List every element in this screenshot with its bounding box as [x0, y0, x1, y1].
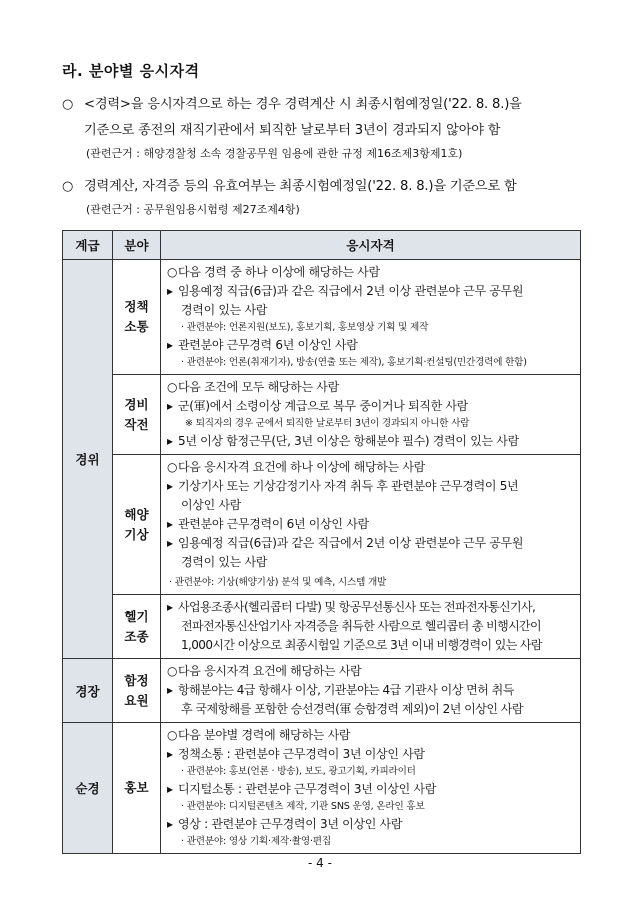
table-row [63, 723, 581, 854]
line-text: 다음 응시자격 요건에 하나 이상에 해당하는 사람 [178, 460, 425, 474]
field-cell [113, 375, 161, 455]
condition-line [167, 745, 576, 764]
table-row [63, 260, 581, 375]
header-rank: 계급 [63, 231, 113, 260]
field-label-line: 작전 [124, 416, 149, 432]
line-text: 다음 경력 중 하나 이상에 해당하는 사람 [178, 265, 380, 279]
condition-line: 경력이 있는 사람 [181, 555, 268, 569]
line-text: 기상기사 또는 기상감정기사 자격 취득 후 관련분야 근무경력이 5년 [178, 479, 519, 493]
qualification-cell [161, 375, 581, 455]
condition-line [167, 263, 576, 282]
circle-bullet-icon: ○ [167, 728, 178, 742]
related-field-note: · 관련분야: 기상(해양기상) 분석 및 예측, 시스템 개발 [169, 577, 387, 588]
table-row [63, 455, 581, 595]
table-header-row [63, 231, 581, 260]
field-cell [113, 455, 161, 595]
footnote-line: ※ 퇴직자의 경우 군에서 퇴직한 날로부터 3년이 경과되지 아니한 사람 [185, 418, 470, 429]
condition-line: 이상인 사람 [181, 498, 241, 512]
circle-bullet-icon: ○ [167, 664, 178, 678]
paragraph-line: 기준으로 종전의 재직기관에서 퇴직한 날로부터 3년이 경과되지 않아야 함 [84, 123, 501, 138]
field-cell [113, 723, 161, 854]
condition-line: 전파전자통신산업기사 자격증을 취득한 사람으로 헬리콥터 총 비행시간이 [181, 619, 542, 633]
triangle-bullet-icon: ▸ [167, 600, 173, 614]
triangle-bullet-icon: ▸ [167, 817, 173, 831]
field-label-line: 홍보 [124, 780, 149, 795]
legal-basis-note: (관련근거 : 해양경찰청 소속 경찰공무원 임용에 관한 규정 제16조제3항제1호) [86, 147, 463, 160]
field-cell [113, 659, 161, 723]
circle-bullet-icon: ○ [167, 265, 178, 279]
field-label-line: 요원 [124, 692, 149, 708]
line-text: 사업용조종사(헬리콥터 다발) 및 항공무선통신사 또는 전파전자통신기사, [178, 600, 536, 614]
rank-cell: 순경 [63, 723, 113, 854]
qualification-cell [161, 595, 581, 659]
section-title: 라. 분야별 응시자격 [62, 62, 200, 80]
legal-basis-note: (관련근거 : 공무원임용시험령 제27조제4항) [86, 203, 300, 216]
qualification-cell [161, 455, 581, 595]
line-text: 항해분야는 4급 항해사 이상, 기관분야는 4급 기관사 이상 면허 취득 [178, 683, 514, 697]
circle-bullet-icon: ○ [62, 97, 74, 112]
condition-line [167, 397, 576, 416]
triangle-bullet-icon: ▸ [167, 399, 173, 413]
condition-line [167, 378, 576, 397]
field-label-line: 헬기 [124, 608, 149, 624]
condition-line [167, 681, 576, 700]
triangle-bullet-icon: ▸ [167, 517, 173, 531]
related-field-note: · 관련분야: 디지털콘텐츠 제작, 기관 SNS 운영, 온라인 홍보 [181, 801, 425, 812]
condition-line [167, 515, 576, 534]
field-label-line: 경비 [124, 396, 149, 412]
table-row [63, 375, 581, 455]
related-field-note: · 관련분야: 홍보(언론 · 방송), 보도, 광고기획, 카피라이터 [181, 766, 416, 777]
condition-line [167, 598, 576, 617]
qualification-cell [161, 723, 581, 854]
table-row [63, 659, 581, 723]
condition-line [167, 815, 576, 834]
condition-line [167, 534, 576, 553]
line-text: 5년 이상 함정근무(단, 3년 이상은 항해분야 필수) 경력이 있는 사람 [178, 434, 519, 448]
condition-line [167, 458, 576, 477]
paragraph-line: 경력계산, 자격증 등의 유효여부는 최종시험예정일('22. 8. 8.)을 기준으로 함 [84, 179, 517, 194]
condition-line [167, 282, 576, 301]
line-text: 정책소통 : 관련분야 근무경력이 3년 이상인 사람 [178, 747, 425, 761]
qualification-cell [161, 260, 581, 375]
rank-cell: 경위 [63, 260, 113, 659]
qualification-cell [161, 659, 581, 723]
triangle-bullet-icon: ▸ [167, 338, 173, 352]
rank-cell: 경장 [63, 659, 113, 723]
related-field-note: · 관련분야: 언론(취재기자), 방송(연출 또는 제작), 홍보기획·컨설팅(민간경력에 한함) [181, 357, 527, 368]
triangle-bullet-icon: ▸ [167, 782, 173, 796]
line-text: 디지털소통 : 관련분야 근무경력이 3년 이상인 사람 [178, 782, 437, 796]
line-text: 임용예정 직급(6급)과 같은 직급에서 2년 이상 관련분야 근무 공무원 [178, 536, 524, 550]
circle-bullet-icon: ○ [167, 380, 178, 394]
paragraph-line: <경력>을 응시자격으로 하는 경우 경력계산 시 최종시험예정일('22. 8. 8.)을 [84, 97, 522, 112]
line-text: 영상 : 관련분야 근무경력이 3년 이상인 사람 [178, 817, 403, 831]
intro-paragraph-1 [62, 92, 592, 164]
field-label-line: 소통 [124, 319, 149, 334]
table-row [63, 595, 581, 659]
line-text: 다음 조건에 모두 해당하는 사람 [178, 380, 339, 394]
field-label-line: 조종 [124, 628, 149, 644]
header-qualification: 응시자격 [161, 231, 581, 260]
header-field: 분야 [113, 231, 161, 260]
triangle-bullet-icon: ▸ [167, 434, 173, 448]
circle-bullet-icon: ○ [62, 179, 74, 194]
related-field-note: · 관련분야: 언론지원(보도), 홍보기획, 홍보영상 기획 및 제작 [181, 322, 429, 333]
field-label-line: 기상 [124, 526, 149, 542]
page-number: - 4 - [308, 856, 332, 870]
triangle-bullet-icon: ▸ [167, 683, 173, 697]
field-cell [113, 260, 161, 375]
line-text: 군(軍)에서 소령이상 계급으로 복무 중이거나 퇴직한 사람 [178, 399, 468, 413]
condition-line [167, 780, 576, 799]
condition-line [167, 726, 576, 745]
circle-bullet-icon: ○ [167, 460, 178, 474]
line-text: 임용예정 직급(6급)과 같은 직급에서 2년 이상 관련분야 근무 공무원 [178, 284, 524, 298]
field-label-line: 정책 [124, 299, 149, 314]
field-label-line: 함정 [124, 672, 149, 688]
triangle-bullet-icon: ▸ [167, 479, 173, 493]
condition-line [167, 662, 576, 681]
condition-line [167, 477, 576, 496]
field-label-line: 해양 [124, 506, 149, 522]
condition-line: 1,000시간 이상으로 최종시험일 기준으로 3년 이내 비행경력이 있는 사람 [181, 638, 542, 652]
line-text: 다음 응시자격 요건에 해당하는 사람 [178, 664, 362, 678]
line-text: 다음 분야별 경력에 해당하는 사람 [178, 728, 351, 742]
triangle-bullet-icon: ▸ [167, 747, 173, 761]
field-cell [113, 595, 161, 659]
condition-line: 후 국제항해를 포함한 승선경력(軍 승함경력 제외)이 2년 이상인 사람 [181, 702, 523, 716]
condition-line [167, 432, 576, 451]
related-field-note: · 관련분야: 영상 기획·제작·촬영·편집 [181, 836, 331, 847]
intro-paragraph-2 [62, 174, 592, 220]
qualification-table [62, 230, 581, 854]
line-text: 관련분야 근무경력 6년 이상인 사람 [178, 338, 358, 352]
condition-line: 경력이 있는 사람 [181, 303, 268, 317]
condition-line [167, 336, 576, 355]
triangle-bullet-icon: ▸ [167, 536, 173, 550]
line-text: 관련분야 근무경력이 6년 이상인 사람 [178, 517, 369, 531]
triangle-bullet-icon: ▸ [167, 284, 173, 298]
